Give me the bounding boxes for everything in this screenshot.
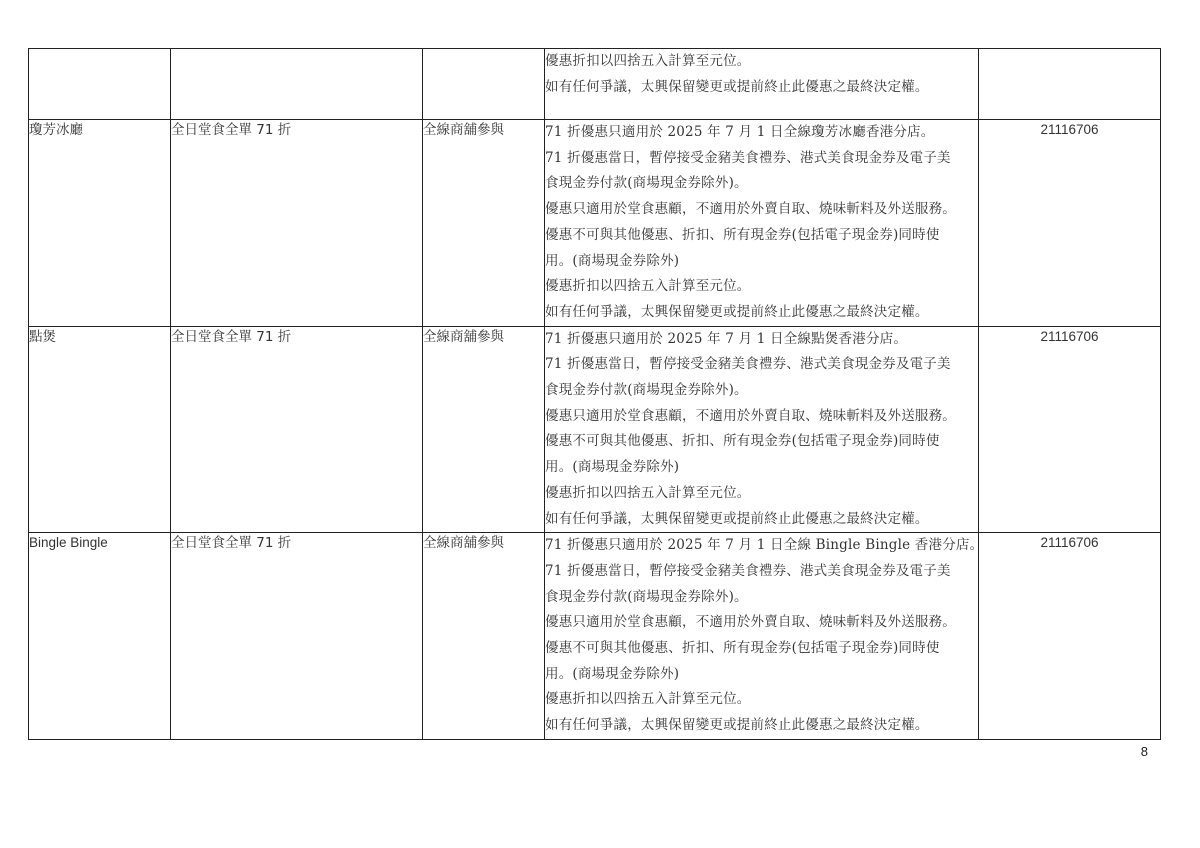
terms-line: 如有任何爭議，太興保留變更或提前終止此優惠之最終決定權。	[545, 717, 929, 734]
terms-line: 71 折優惠只適用於 2025 年 7 月 1 日全線 Bingle Bingle 香港分店。	[545, 537, 984, 554]
terms-line: 優惠不可與其他優惠、折扣、所有現金券(包括電子現金券)同時使	[545, 226, 940, 243]
terms-line: 優惠折扣以四捨五入計算至元位。	[545, 53, 751, 69]
terms-line: 優惠不可與其他優惠、折扣、所有現金券(包括電子現金券)同時使	[545, 433, 940, 450]
terms-line: 71 折優惠當日，暫停接受金豬美食禮券、港式美食現金券及電子美	[545, 149, 951, 166]
offers-table	[28, 48, 1161, 740]
offer-code: 21116706	[979, 533, 1161, 740]
page-number: 8	[1140, 744, 1148, 759]
terms-cell	[545, 49, 979, 120]
offer-description: 全日堂食全單 71 折	[171, 326, 423, 533]
scope-cell	[423, 49, 545, 120]
terms-line: 如有任何爭議，太興保留變更或提前終止此優惠之最終決定權。	[545, 510, 929, 527]
terms-line: 71 折優惠當日，暫停接受金豬美食禮券、港式美食現金券及電子美	[545, 562, 951, 579]
terms-cell	[545, 120, 979, 327]
code-cell	[979, 49, 1161, 120]
offer-cell	[171, 49, 423, 120]
participating-scope: 全線商舖參與	[423, 326, 545, 533]
table-row	[29, 533, 1161, 740]
terms-line: 71 折優惠只適用於 2025 年 7 月 1 日全線點煲香港分店。	[545, 330, 908, 347]
terms-line: 食現金券付款(商場現金券除外)。	[545, 382, 748, 399]
terms-line: 優惠只適用於堂食惠顧，不適用於外賣自取、燒味斬料及外送服務。	[545, 614, 956, 631]
terms-line: 71 折優惠只適用於 2025 年 7 月 1 日全線瓊芳冰廳香港分店。	[545, 124, 935, 140]
merchant-name: 瓊芳冰廳	[29, 120, 171, 327]
terms-line: 優惠只適用於堂食惠顧，不適用於外賣自取、燒味斬料及外送服務。	[545, 201, 956, 218]
merchant-name: Bingle Bingle	[29, 533, 171, 740]
terms-line: 優惠折扣以四捨五入計算至元位。	[545, 484, 751, 501]
terms-line: 如有任何爭議，太興保留變更或提前終止此優惠之最終決定權。	[545, 303, 929, 320]
terms-line: 用。(商場現金券除外)	[545, 459, 680, 476]
terms-line: 食現金券付款(商場現金券除外)。	[545, 588, 748, 605]
terms-line: 優惠折扣以四捨五入計算至元位。	[545, 691, 751, 708]
participating-scope: 全線商舖參與	[423, 120, 545, 327]
offer-description: 全日堂食全單 71 折	[171, 533, 423, 740]
terms-cell	[545, 326, 979, 533]
terms-cell	[545, 533, 984, 740]
table-row	[29, 326, 1161, 533]
table-row-continued	[29, 49, 1161, 120]
merchant-name: 點煲	[29, 326, 171, 533]
terms-line: 優惠不可與其他優惠、折扣、所有現金券(包括電子現金券)同時使	[545, 640, 940, 657]
table-row	[29, 120, 1161, 327]
terms-line: 優惠折扣以四捨五入計算至元位。	[545, 278, 751, 295]
terms-line: 用。(商場現金券除外)	[545, 665, 680, 682]
terms-line: 71 折優惠當日，暫停接受金豬美食禮券、港式美食現金券及電子美	[545, 356, 951, 373]
offer-description: 全日堂食全單 71 折	[171, 120, 423, 327]
participating-scope: 全線商舖參與	[423, 533, 545, 740]
terms-line: 優惠只適用於堂食惠顧，不適用於外賣自取、燒味斬料及外送服務。	[545, 407, 956, 424]
terms-line: 食現金券付款(商場現金券除外)。	[545, 175, 748, 192]
offer-code: 21116706	[979, 120, 1161, 327]
terms-line: 用。(商場現金券除外)	[545, 252, 680, 269]
merchant-name-cell	[29, 49, 171, 120]
offer-code: 21116706	[979, 326, 1161, 533]
terms-line: 如有任何爭議，太興保留變更或提前終止此優惠之最終決定權。	[545, 78, 929, 95]
